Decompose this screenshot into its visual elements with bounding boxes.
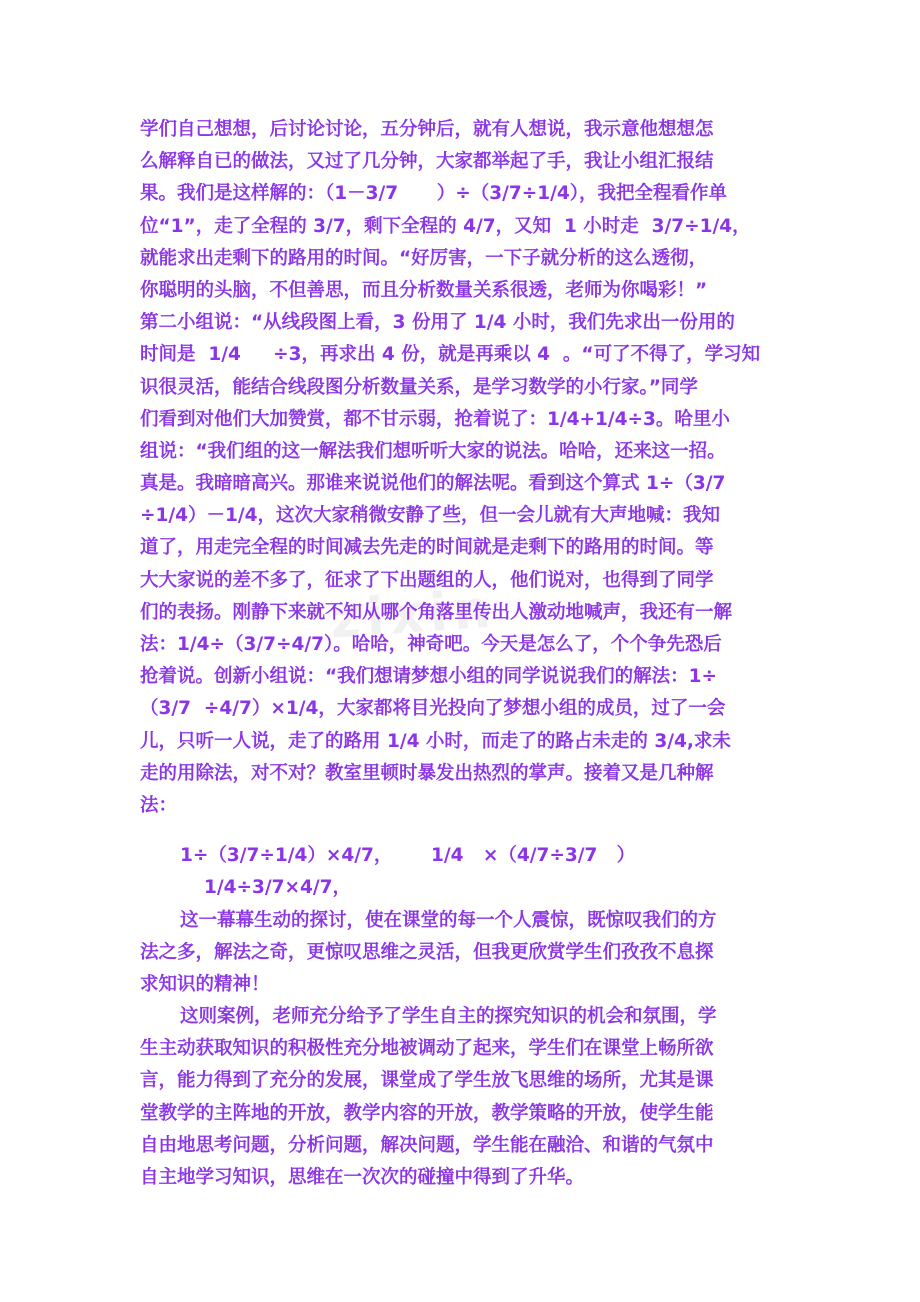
text-line: 言，能力得到了充分的发展，课堂成了学生放飞思维的场所，尤其是课 (140, 1070, 714, 1092)
text-line: 这一幕幕生动的探讨，使在课堂的每一个人震惊，既惊叹我们的方 (180, 909, 717, 931)
text-line: （3/7 ÷4/7）×1/4，大家都将目光投向了梦想小组的成员，过了一会 (140, 698, 726, 720)
text-line: 这则案例，老师充分给予了学生自主的探究知识的机会和氛围，学 (180, 1006, 717, 1028)
formula-line: 1÷（3/7÷1/4）×4/7， 1/4 ×（4/7÷3/7 ） (180, 845, 636, 867)
text-line: 法： (140, 794, 178, 816)
text-line: 堂教学的主阵地的开放，教学内容的开放，教学策略的开放，使学生能 (140, 1102, 714, 1124)
text-line: 们的表扬。刚静下来就不知从哪个角落里传出人激动地喊声，我还有一解 (140, 601, 733, 623)
text-line: 自由地思考问题，分析问题，解决问题，学生能在融洽、和谐的气氛中 (140, 1134, 714, 1156)
formulas (140, 840, 790, 904)
text-line: ÷1/4）－1/4，这次大家稍微安静了些，但一会儿就有大声地喊：我知 (140, 505, 721, 527)
text-line: 组说：“我们组的这一解法我们想听听大家的说法。哈哈，还来这一招。 (140, 440, 726, 462)
text-line: 自主地学习知识，思维在一次次的碰撞中得到了升华。 (140, 1167, 585, 1188)
text-line: 时间是 1/4 ÷3，再求出 4 份，就是再乘以 4 。“可了不得了，学习知 (140, 344, 761, 366)
paragraph-3 (140, 1001, 790, 1194)
text-line: 法之多，解法之奇，更惊叹思维之灵活，但我更欣赏学生们孜孜不息探 (140, 941, 714, 963)
text-line: 儿，只听一人说，走了的路用 1/4 小时，而走了的路占未走的 3/4,求未 (140, 730, 731, 752)
text-line: 真是。我暗暗高兴。那谁来说说他们的解法呢。看到这个算式 1÷（3/7 (140, 473, 726, 495)
text-line: 就能求出走剩下的路用的时间。“好厉害，一下子就分析的这么透彻， (140, 247, 708, 269)
text-line: 们看到对他们大加赞赏，都不甘示弱，抢着说了：1/4+1/4÷3。哈里小 (140, 408, 730, 430)
spacer (140, 822, 790, 840)
text-line: 识很灵活，能结合线段图分析数量关系，是学习数学的小行家。”同学 (140, 376, 698, 398)
document-body (140, 114, 790, 1194)
text-line: 抢着说。创新小组说：“我们想请梦想小组的同学说说我们的解法：1÷ (140, 666, 718, 688)
text-line: 学们自己想想，后讨论讨论，五分钟后，就有人想说，我示意他想想怎 (140, 119, 714, 140)
text-line: 道了，用走完全程的时间减去先走的时间就是走剩下的路用的时间。等 (140, 537, 714, 559)
paragraph-2 (140, 905, 790, 1002)
text-line: 求知识的精神！ (140, 973, 270, 995)
text-line: 第二小组说：“从线段图上看，3 份用了 1/4 小时，我们先求出一份用的 (140, 312, 735, 334)
text-line: 么解释自已的做法，又过了几分钟，大家都举起了手，我让小组汇报结 (140, 151, 714, 173)
paragraph-1 (140, 114, 790, 822)
text-line: 果。我们是这样解的：（1－3/7 ）÷（3/7÷1/4），我把全程看作单 (140, 183, 728, 205)
text-line: 位“1”，走了全程的 3/7，剩下全程的 4/7，又知 1 小时走 3/7÷1/4， (140, 215, 751, 237)
text-line: 大大家说的差不多了，征求了下出题组的人，他们说对，也得到了同学 (140, 569, 714, 591)
formula-line: 1/4÷3/7×4/7， (204, 877, 352, 899)
watermark: zixin (328, 579, 499, 651)
text-line: 生主动获取知识的积极性充分地被调动了起来，学生们在课堂上畅所欲 (140, 1038, 714, 1060)
text-line: 你聪明的头脑，不但善思，而且分析数量关系很透，老师为你喝彩！” (140, 279, 708, 301)
text-line: 走的用除法，对不对？教室里顿时暴发出热烈的掌声。接着又是几种解 (140, 762, 714, 784)
text-line: 法：1/4÷（3/7÷4/7）。哈哈，神奇吧。今天是怎么了，个个争先恐后 (140, 634, 722, 655)
